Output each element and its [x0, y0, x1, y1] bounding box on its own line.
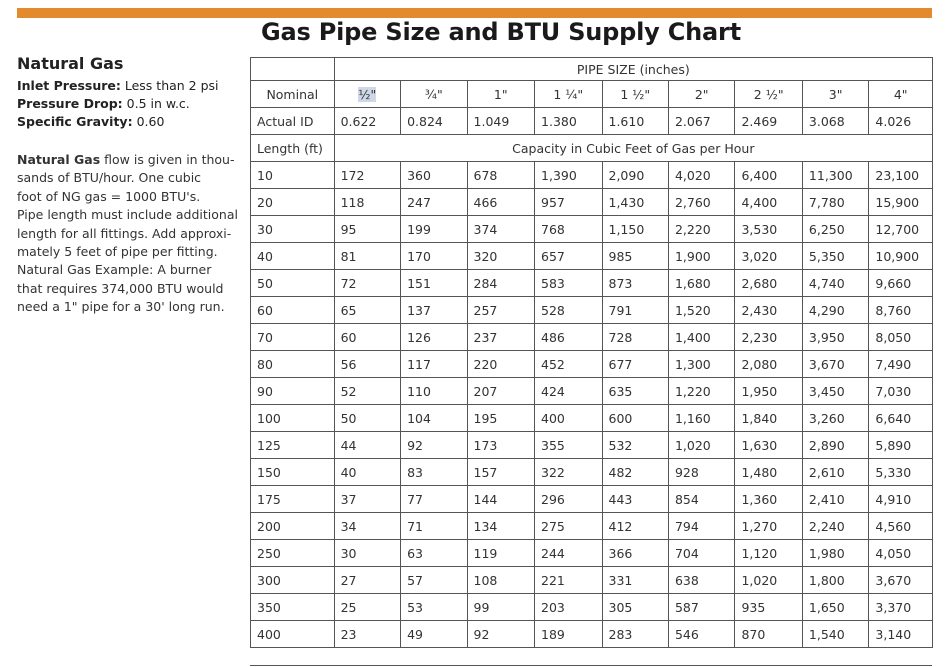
capacity-cell: 1,680	[668, 270, 734, 297]
length-cell: 70	[251, 324, 335, 351]
pipe-size-header: PIPE SIZE (inches)	[334, 58, 932, 81]
capacity-cell: 8,760	[869, 297, 933, 324]
length-header-row	[251, 135, 933, 162]
capacity-cell: 928	[668, 459, 734, 486]
capacity-cell: 452	[535, 351, 602, 378]
capacity-cell: 870	[735, 621, 802, 648]
table-row	[251, 297, 933, 324]
capacity-cell: 1,480	[735, 459, 802, 486]
capacity-cell: 2,220	[668, 216, 734, 243]
length-label: Length (ft)	[251, 135, 335, 162]
capacity-cell: 768	[535, 216, 602, 243]
capacity-cell: 1,020	[668, 432, 734, 459]
capacity-cell: 189	[535, 621, 602, 648]
capacity-cell: 126	[401, 324, 467, 351]
capacity-cell: 1,650	[802, 594, 868, 621]
capacity-cell: 95	[334, 216, 400, 243]
capacity-cell: 1,020	[735, 567, 802, 594]
capacity-cell: 5,890	[869, 432, 933, 459]
table-row	[251, 594, 933, 621]
capacity-cell: 81	[334, 243, 400, 270]
capacity-cell: 15,900	[869, 189, 933, 216]
capacity-cell: 170	[401, 243, 467, 270]
nominal-label: Nominal	[251, 81, 335, 108]
capacity-cell: 23,100	[869, 162, 933, 189]
capacity-cell: 305	[602, 594, 668, 621]
length-cell: 50	[251, 270, 335, 297]
capacity-cell: 5,350	[802, 243, 868, 270]
capacity-cell: 199	[401, 216, 467, 243]
capacity-cell: 50	[334, 405, 400, 432]
capacity-cell: 34	[334, 513, 400, 540]
actual-id-cell: 4.026	[869, 108, 933, 135]
capacity-cell: 30	[334, 540, 400, 567]
capacity-cell: 638	[668, 567, 734, 594]
capacity-cell: 56	[334, 351, 400, 378]
capacity-cell: 296	[535, 486, 602, 513]
capacity-cell: 23	[334, 621, 400, 648]
length-cell: 150	[251, 459, 335, 486]
capacity-cell: 110	[401, 378, 467, 405]
table-row	[251, 189, 933, 216]
capacity-cell: 677	[602, 351, 668, 378]
capacity-cell: 3,950	[802, 324, 868, 351]
capacity-cell: 72	[334, 270, 400, 297]
description	[17, 151, 242, 317]
spec-value: Less than 2 psi	[124, 78, 219, 93]
capacity-cell: 1,150	[602, 216, 668, 243]
length-cell: 20	[251, 189, 335, 216]
actual-id-cell: 2.067	[668, 108, 734, 135]
table-row	[251, 216, 933, 243]
capacity-cell: 7,490	[869, 351, 933, 378]
actual-id-cell: 3.068	[802, 108, 868, 135]
capacity-cell: 1,270	[735, 513, 802, 540]
capacity-cell: 657	[535, 243, 602, 270]
capacity-cell: 3,260	[802, 405, 868, 432]
capacity-cell: 366	[602, 540, 668, 567]
capacity-cell: 284	[467, 270, 534, 297]
capacity-cell: 1,900	[668, 243, 734, 270]
description-line: mately 5 feet of pipe per fitting.	[17, 244, 218, 260]
capacity-header: Capacity in Cubic Feet of Gas per Hour	[334, 135, 932, 162]
actual-id-cell: 1.610	[602, 108, 668, 135]
capacity-cell: 873	[602, 270, 668, 297]
capacity-cell: 2,240	[802, 513, 868, 540]
actual-id-cell: 1.380	[535, 108, 602, 135]
nominal-cell: 4"	[869, 81, 933, 108]
table-row	[251, 324, 933, 351]
capacity-cell: 791	[602, 297, 668, 324]
length-cell: 60	[251, 297, 335, 324]
capacity-cell: 1,980	[802, 540, 868, 567]
length-cell: 400	[251, 621, 335, 648]
table-row	[251, 162, 933, 189]
capacity-cell: 1,540	[802, 621, 868, 648]
capacity-cell: 1,800	[802, 567, 868, 594]
capacity-cell: 412	[602, 513, 668, 540]
bottom-rule	[250, 665, 932, 666]
capacity-cell: 275	[535, 513, 602, 540]
capacity-cell: 104	[401, 405, 467, 432]
capacity-cell: 3,530	[735, 216, 802, 243]
capacity-cell: 1,400	[668, 324, 734, 351]
capacity-cell: 57	[401, 567, 467, 594]
length-cell: 125	[251, 432, 335, 459]
description-line: sands of BTU/hour. One cubic	[17, 170, 202, 186]
capacity-cell: 203	[535, 594, 602, 621]
actual-id-label: Actual ID	[251, 108, 335, 135]
capacity-cell: 65	[334, 297, 400, 324]
capacity-cell: 1,360	[735, 486, 802, 513]
nominal-cell: 2 ½"	[735, 81, 802, 108]
capacity-cell: 195	[467, 405, 534, 432]
nominal-cell: 1 ½"	[602, 81, 668, 108]
length-cell: 40	[251, 243, 335, 270]
capacity-cell: 92	[401, 432, 467, 459]
table-row	[251, 567, 933, 594]
actual-id-cell: 0.824	[401, 108, 467, 135]
description-line: flow is given in thou-	[100, 152, 235, 167]
capacity-cell: 374	[467, 216, 534, 243]
gas-pipe-table	[250, 57, 933, 648]
capacity-cell: 151	[401, 270, 467, 297]
capacity-cell: 119	[467, 540, 534, 567]
capacity-cell: 2,610	[802, 459, 868, 486]
capacity-cell: 2,410	[802, 486, 868, 513]
sidebar	[17, 54, 242, 317]
capacity-cell: 137	[401, 297, 467, 324]
capacity-cell: 1,120	[735, 540, 802, 567]
table-row	[251, 486, 933, 513]
pipe-size-header-row	[251, 58, 933, 81]
capacity-cell: 360	[401, 162, 467, 189]
capacity-cell: 60	[334, 324, 400, 351]
description-line: foot of NG gas = 1000 BTU's.	[17, 188, 201, 204]
capacity-cell: 257	[467, 297, 534, 324]
table-row	[251, 540, 933, 567]
capacity-cell: 1,840	[735, 405, 802, 432]
capacity-cell: 2,090	[602, 162, 668, 189]
table-row	[251, 459, 933, 486]
capacity-cell: 9,660	[869, 270, 933, 297]
capacity-cell: 704	[668, 540, 734, 567]
capacity-cell: 2,680	[735, 270, 802, 297]
spec-label: Pressure Drop:	[17, 96, 123, 111]
capacity-cell: 728	[602, 324, 668, 351]
table-row	[251, 621, 933, 648]
capacity-cell: 7,780	[802, 189, 868, 216]
capacity-cell: 283	[602, 621, 668, 648]
capacity-cell: 108	[467, 567, 534, 594]
capacity-cell: 7,030	[869, 378, 933, 405]
capacity-cell: 322	[535, 459, 602, 486]
table-row	[251, 270, 933, 297]
length-cell: 200	[251, 513, 335, 540]
capacity-cell: 985	[602, 243, 668, 270]
table-row	[251, 405, 933, 432]
spec-pressure-drop	[17, 95, 242, 113]
capacity-cell: 5,330	[869, 459, 933, 486]
length-cell: 90	[251, 378, 335, 405]
capacity-cell: 794	[668, 513, 734, 540]
capacity-cell: 6,640	[869, 405, 933, 432]
capacity-cell: 4,290	[802, 297, 868, 324]
capacity-cell: 77	[401, 486, 467, 513]
spec-value: 0.60	[136, 114, 165, 129]
length-cell: 80	[251, 351, 335, 378]
capacity-cell: 37	[334, 486, 400, 513]
capacity-cell: 12,700	[869, 216, 933, 243]
spec-label: Specific Gravity:	[17, 114, 133, 129]
capacity-cell: 3,670	[802, 351, 868, 378]
capacity-cell: 854	[668, 486, 734, 513]
actual-id-cell: 0.622	[334, 108, 400, 135]
capacity-cell: 528	[535, 297, 602, 324]
capacity-cell: 1,220	[668, 378, 734, 405]
table-row	[251, 351, 933, 378]
spec-label: Inlet Pressure:	[17, 78, 121, 93]
nominal-cell: 3"	[802, 81, 868, 108]
capacity-cell: 71	[401, 513, 467, 540]
capacity-cell: 247	[401, 189, 467, 216]
capacity-cell: 546	[668, 621, 734, 648]
capacity-cell: 92	[467, 621, 534, 648]
capacity-cell: 27	[334, 567, 400, 594]
capacity-cell: 635	[602, 378, 668, 405]
description-line: length for all fittings. Add approxi-	[17, 225, 232, 241]
nominal-cell: 2"	[668, 81, 734, 108]
capacity-cell: 2,760	[668, 189, 734, 216]
capacity-cell: 600	[602, 405, 668, 432]
capacity-cell: 2,080	[735, 351, 802, 378]
capacity-cell: 3,020	[735, 243, 802, 270]
capacity-cell: 355	[535, 432, 602, 459]
capacity-cell: 443	[602, 486, 668, 513]
capacity-cell: 583	[535, 270, 602, 297]
table-row	[251, 432, 933, 459]
spec-inlet-pressure	[17, 77, 242, 95]
capacity-cell: 172	[334, 162, 400, 189]
capacity-cell: 6,250	[802, 216, 868, 243]
table-row	[251, 378, 933, 405]
capacity-cell: 587	[668, 594, 734, 621]
capacity-cell: 244	[535, 540, 602, 567]
actual-id-cell: 1.049	[467, 108, 534, 135]
actual-id-row	[251, 108, 933, 135]
capacity-cell: 237	[467, 324, 534, 351]
actual-id-cell: 2.469	[735, 108, 802, 135]
capacity-cell: 4,400	[735, 189, 802, 216]
capacity-cell: 482	[602, 459, 668, 486]
capacity-cell: 4,910	[869, 486, 933, 513]
capacity-cell: 957	[535, 189, 602, 216]
spec-specific-gravity	[17, 113, 242, 131]
capacity-cell: 320	[467, 243, 534, 270]
description-line: that requires 374,000 BTU would	[17, 280, 224, 296]
capacity-cell: 2,230	[735, 324, 802, 351]
description-bold: Natural Gas	[17, 152, 101, 167]
capacity-cell: 6,400	[735, 162, 802, 189]
nominal-row	[251, 81, 933, 108]
blank-cell	[251, 58, 335, 81]
nominal-cell: 1 ¼"	[535, 81, 602, 108]
length-cell: 350	[251, 594, 335, 621]
capacity-cell: 8,050	[869, 324, 933, 351]
capacity-cell: 83	[401, 459, 467, 486]
length-cell: 10	[251, 162, 335, 189]
capacity-cell: 173	[467, 432, 534, 459]
capacity-cell: 466	[467, 189, 534, 216]
capacity-cell: 4,740	[802, 270, 868, 297]
capacity-cell: 1,160	[668, 405, 734, 432]
description-line: need a 1" pipe for a 30' long run.	[17, 299, 225, 315]
capacity-cell: 207	[467, 378, 534, 405]
capacity-cell: 1,950	[735, 378, 802, 405]
page-title: Gas Pipe Size and BTU Supply Chart	[261, 18, 741, 46]
capacity-cell: 99	[467, 594, 534, 621]
length-cell: 100	[251, 405, 335, 432]
capacity-cell: 11,300	[802, 162, 868, 189]
capacity-cell: 25	[334, 594, 400, 621]
nominal-cell: ¾"	[401, 81, 467, 108]
sidebar-heading: Natural Gas	[17, 54, 124, 73]
capacity-cell: 44	[334, 432, 400, 459]
capacity-cell: 4,020	[668, 162, 734, 189]
capacity-cell: 678	[467, 162, 534, 189]
nominal-cell: ½"	[358, 86, 377, 102]
length-cell: 30	[251, 216, 335, 243]
capacity-cell: 424	[535, 378, 602, 405]
accent-bar	[17, 8, 932, 18]
table-row	[251, 243, 933, 270]
capacity-cell: 935	[735, 594, 802, 621]
spec-value: 0.5 in w.c.	[126, 96, 190, 111]
capacity-cell: 3,670	[869, 567, 933, 594]
capacity-cell: 1,390	[535, 162, 602, 189]
capacity-cell: 4,560	[869, 513, 933, 540]
capacity-cell: 532	[602, 432, 668, 459]
length-cell: 300	[251, 567, 335, 594]
description-line: Pipe length must include additional	[17, 207, 238, 223]
capacity-cell: 3,370	[869, 594, 933, 621]
capacity-cell: 3,450	[802, 378, 868, 405]
capacity-cell: 400	[535, 405, 602, 432]
description-line: Natural Gas Example: A burner	[17, 262, 212, 278]
capacity-cell: 1,630	[735, 432, 802, 459]
capacity-cell: 134	[467, 513, 534, 540]
capacity-cell: 40	[334, 459, 400, 486]
table-row	[251, 513, 933, 540]
capacity-cell: 1,520	[668, 297, 734, 324]
capacity-cell: 144	[467, 486, 534, 513]
capacity-cell: 49	[401, 621, 467, 648]
capacity-cell: 331	[602, 567, 668, 594]
nominal-cell: 1"	[467, 81, 534, 108]
capacity-cell: 221	[535, 567, 602, 594]
capacity-cell: 4,050	[869, 540, 933, 567]
length-cell: 250	[251, 540, 335, 567]
capacity-cell: 157	[467, 459, 534, 486]
capacity-cell: 2,430	[735, 297, 802, 324]
capacity-cell: 10,900	[869, 243, 933, 270]
capacity-cell: 63	[401, 540, 467, 567]
capacity-cell: 486	[535, 324, 602, 351]
capacity-cell: 1,430	[602, 189, 668, 216]
capacity-cell: 3,140	[869, 621, 933, 648]
capacity-cell: 118	[334, 189, 400, 216]
capacity-cell: 52	[334, 378, 400, 405]
capacity-cell: 117	[401, 351, 467, 378]
length-cell: 175	[251, 486, 335, 513]
capacity-cell: 2,890	[802, 432, 868, 459]
capacity-cell: 220	[467, 351, 534, 378]
capacity-cell: 1,300	[668, 351, 734, 378]
capacity-cell: 53	[401, 594, 467, 621]
